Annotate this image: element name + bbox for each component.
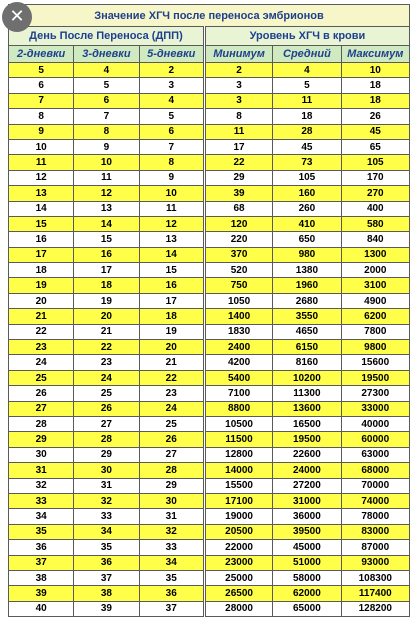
table-cell: 2680: [273, 293, 341, 308]
table-cell: 28: [273, 124, 341, 139]
table-cell: 87000: [341, 540, 409, 555]
table-cell: 1050: [204, 293, 272, 308]
table-cell: 37: [9, 555, 74, 570]
table-cell: 51000: [273, 555, 341, 570]
table-cell: 18: [273, 109, 341, 124]
table-row: [9, 78, 410, 93]
table-cell: 24: [74, 370, 139, 385]
table-cell: 68: [204, 201, 272, 216]
table-cell: 19500: [341, 370, 409, 385]
table-cell: 8: [9, 109, 74, 124]
table-cell: 2: [139, 63, 204, 78]
table-cell: 15600: [341, 355, 409, 370]
table-cell: 70000: [341, 478, 409, 493]
table-cell: 400: [341, 201, 409, 216]
table-cell: 8800: [204, 401, 272, 416]
table-cell: 11: [273, 93, 341, 108]
table-cell: 19: [9, 278, 74, 293]
table-cell: 26: [341, 109, 409, 124]
table-cell: 28: [9, 416, 74, 431]
table-cell: 24000: [273, 463, 341, 478]
table-cell: 16: [139, 278, 204, 293]
table-row: [9, 155, 410, 170]
table-row: [9, 386, 410, 401]
table-cell: 23: [9, 340, 74, 355]
table-cell: 31: [9, 463, 74, 478]
table-row: [9, 293, 410, 308]
table-cell: 1960: [273, 278, 341, 293]
table-cell: 40000: [341, 416, 409, 431]
table-row: [9, 509, 410, 524]
table-cell: 22: [9, 324, 74, 339]
table-row: [9, 416, 410, 431]
table-cell: 13600: [273, 401, 341, 416]
table-cell: 29: [204, 170, 272, 185]
table-cell: 6: [139, 124, 204, 139]
table-cell: 39: [204, 186, 272, 201]
table-cell: 21: [74, 324, 139, 339]
table-cell: 33: [74, 509, 139, 524]
table-cell: 4650: [273, 324, 341, 339]
table-cell: 117400: [341, 586, 409, 601]
table-cell: 5: [9, 63, 74, 78]
hcg-table: [8, 4, 410, 617]
table-cell: 25000: [204, 570, 272, 585]
table-cell: 11300: [273, 386, 341, 401]
table-cell: 580: [341, 216, 409, 231]
table-cell: 160: [273, 186, 341, 201]
table-cell: 3550: [273, 309, 341, 324]
table-cell: 26500: [204, 586, 272, 601]
table-row: [9, 93, 410, 108]
table-cell: 17: [139, 293, 204, 308]
table-row: [9, 232, 410, 247]
table-cell: 6200: [341, 309, 409, 324]
group-header-dpp: День После Переноса (ДПП): [9, 27, 205, 46]
table-cell: 18: [341, 78, 409, 93]
table-cell: 220: [204, 232, 272, 247]
table-cell: 32: [74, 493, 139, 508]
table-row: [9, 139, 410, 154]
table-cell: 29: [139, 478, 204, 493]
table-row: [9, 340, 410, 355]
table-cell: 260: [273, 201, 341, 216]
table-cell: 11: [9, 155, 74, 170]
table-cell: 3: [204, 93, 272, 108]
table-cell: 36: [74, 555, 139, 570]
table-cell: 9: [9, 124, 74, 139]
table-row: [9, 601, 410, 616]
table-row: [9, 186, 410, 201]
table-row: [9, 370, 410, 385]
table-cell: 27300: [341, 386, 409, 401]
table-cell: 16: [9, 232, 74, 247]
column-header: Средний: [273, 46, 341, 63]
table-cell: 28: [74, 432, 139, 447]
column-header: 3-дневки: [74, 46, 139, 63]
table-cell: 16500: [273, 416, 341, 431]
table-cell: 45000: [273, 540, 341, 555]
table-cell: 2400: [204, 340, 272, 355]
table-cell: 5400: [204, 370, 272, 385]
table-cell: 30: [9, 447, 74, 462]
table-cell: 18: [74, 278, 139, 293]
table-cell: 3100: [341, 278, 409, 293]
table-cell: 17: [9, 247, 74, 262]
table-cell: 29: [74, 447, 139, 462]
table-cell: 10: [341, 63, 409, 78]
table-cell: 65: [341, 139, 409, 154]
table-row: [9, 170, 410, 185]
table-cell: 120: [204, 216, 272, 231]
table-cell: 128200: [341, 601, 409, 616]
table-cell: 26: [139, 432, 204, 447]
table-cell: 28: [139, 463, 204, 478]
table-cell: 36: [9, 540, 74, 555]
table-cell: 74000: [341, 493, 409, 508]
table-cell: 22600: [273, 447, 341, 462]
table-row: [9, 540, 410, 555]
table-row: [9, 201, 410, 216]
table-cell: 12: [74, 186, 139, 201]
table-cell: 1830: [204, 324, 272, 339]
table-cell: 14: [9, 201, 74, 216]
table-cell: 7: [9, 93, 74, 108]
table-cell: 33: [9, 493, 74, 508]
table-cell: 270: [341, 186, 409, 201]
table-cell: 22: [74, 340, 139, 355]
table-cell: 5: [74, 78, 139, 93]
table-cell: 62000: [273, 586, 341, 601]
table-cell: 20: [9, 293, 74, 308]
table-cell: 12: [139, 216, 204, 231]
table-cell: 36000: [273, 509, 341, 524]
table-cell: 34: [139, 555, 204, 570]
table-cell: 19500: [273, 432, 341, 447]
table-cell: 4900: [341, 293, 409, 308]
table-cell: 7: [139, 139, 204, 154]
table-cell: 7800: [341, 324, 409, 339]
table-cell: 25: [139, 416, 204, 431]
table-row: [9, 570, 410, 585]
table-cell: 65000: [273, 601, 341, 616]
table-cell: 78000: [341, 509, 409, 524]
table-cell: 8: [74, 124, 139, 139]
table-cell: 6150: [273, 340, 341, 355]
table-cell: 83000: [341, 524, 409, 539]
table-cell: 650: [273, 232, 341, 247]
table-cell: 23: [74, 355, 139, 370]
table-cell: 18: [9, 263, 74, 278]
table-cell: 21: [9, 309, 74, 324]
table-cell: 15: [139, 263, 204, 278]
table-cell: 11500: [204, 432, 272, 447]
table-row: [9, 432, 410, 447]
table-cell: 22: [139, 370, 204, 385]
table-cell: 73: [273, 155, 341, 170]
table-cell: 35: [74, 540, 139, 555]
table-cell: 30: [139, 493, 204, 508]
table-cell: 6: [74, 93, 139, 108]
table-cell: 58000: [273, 570, 341, 585]
table-cell: 33000: [341, 401, 409, 416]
table-cell: 26: [74, 401, 139, 416]
table-cell: 31000: [273, 493, 341, 508]
table-row: [9, 401, 410, 416]
table-cell: 34: [74, 524, 139, 539]
close-icon: ✕: [9, 6, 25, 27]
table-cell: 4: [139, 93, 204, 108]
table-cell: 68000: [341, 463, 409, 478]
column-header: Минимум: [204, 46, 272, 63]
table-cell: 9800: [341, 340, 409, 355]
table-cell: 39: [9, 586, 74, 601]
table-cell: 8160: [273, 355, 341, 370]
table-cell: 7: [74, 109, 139, 124]
table-cell: 37: [74, 570, 139, 585]
table-row: [9, 463, 410, 478]
table-cell: 105: [273, 170, 341, 185]
table-cell: 38: [74, 586, 139, 601]
table-cell: 27: [139, 447, 204, 462]
table-cell: 45: [341, 124, 409, 139]
table-cell: 15: [74, 232, 139, 247]
table-cell: 2: [204, 63, 272, 78]
table-cell: 2000: [341, 263, 409, 278]
table-cell: 40: [9, 601, 74, 616]
table-cell: 36: [139, 586, 204, 601]
table-cell: 10: [74, 155, 139, 170]
table-cell: 20: [74, 309, 139, 324]
table-row: [9, 555, 410, 570]
table-cell: 7100: [204, 386, 272, 401]
table-cell: 60000: [341, 432, 409, 447]
table-cell: 22: [204, 155, 272, 170]
table-row: [9, 355, 410, 370]
table-cell: 12: [9, 170, 74, 185]
table-cell: 1380: [273, 263, 341, 278]
table-cell: 14000: [204, 463, 272, 478]
table-cell: 27: [9, 401, 74, 416]
table-row: [9, 324, 410, 339]
table-cell: 34: [9, 509, 74, 524]
table-cell: 9: [139, 170, 204, 185]
table-cell: 27: [74, 416, 139, 431]
table-cell: 93000: [341, 555, 409, 570]
table-cell: 39: [74, 601, 139, 616]
table-cell: 37: [139, 601, 204, 616]
table-cell: 29: [9, 432, 74, 447]
table-cell: 15: [9, 216, 74, 231]
table-row: [9, 478, 410, 493]
table-cell: 25: [9, 370, 74, 385]
table-cell: 63000: [341, 447, 409, 462]
table-cell: 108300: [341, 570, 409, 585]
table-cell: 17100: [204, 493, 272, 508]
table-cell: 17: [74, 263, 139, 278]
table-cell: 18: [341, 93, 409, 108]
table-cell: 10200: [273, 370, 341, 385]
table-cell: 840: [341, 232, 409, 247]
table-cell: 980: [273, 247, 341, 262]
table-row: [9, 263, 410, 278]
table-cell: 410: [273, 216, 341, 231]
table-cell: 10: [139, 186, 204, 201]
table-cell: 13: [9, 186, 74, 201]
table-cell: 4: [74, 63, 139, 78]
table-cell: 33: [139, 540, 204, 555]
table-cell: 1400: [204, 309, 272, 324]
table-cell: 19000: [204, 509, 272, 524]
table-cell: 24: [139, 401, 204, 416]
table-cell: 22000: [204, 540, 272, 555]
table-cell: 19: [74, 293, 139, 308]
group-header-hcg-level: Уровень ХГЧ в крови: [204, 27, 409, 46]
table-cell: 170: [341, 170, 409, 185]
table-cell: 30: [74, 463, 139, 478]
table-cell: 35: [139, 570, 204, 585]
table-cell: 20: [139, 340, 204, 355]
table-cell: 11: [204, 124, 272, 139]
table-row: [9, 109, 410, 124]
table-cell: 26: [9, 386, 74, 401]
table-cell: 520: [204, 263, 272, 278]
table-row: [9, 309, 410, 324]
table-cell: 21: [139, 355, 204, 370]
hcg-table-sheet: [8, 4, 410, 617]
table-cell: 750: [204, 278, 272, 293]
table-cell: 8: [139, 155, 204, 170]
table-cell: 27200: [273, 478, 341, 493]
table-cell: 15500: [204, 478, 272, 493]
table-cell: 5: [273, 78, 341, 93]
table-cell: 5: [139, 109, 204, 124]
table-row: [9, 216, 410, 231]
table-cell: 105: [341, 155, 409, 170]
table-cell: 14: [74, 216, 139, 231]
table-cell: 31: [74, 478, 139, 493]
table-row: [9, 586, 410, 601]
table-cell: 31: [139, 509, 204, 524]
table-cell: 20500: [204, 524, 272, 539]
table-cell: 38: [9, 570, 74, 585]
table-cell: 28000: [204, 601, 272, 616]
table-cell: 13: [74, 201, 139, 216]
table-cell: 19: [139, 324, 204, 339]
table-cell: 35: [9, 524, 74, 539]
table-cell: 32: [139, 524, 204, 539]
table-cell: 45: [273, 139, 341, 154]
table-cell: 1300: [341, 247, 409, 262]
table-cell: 16: [74, 247, 139, 262]
table-row: [9, 278, 410, 293]
table-cell: 17: [204, 139, 272, 154]
table-cell: 24: [9, 355, 74, 370]
table-cell: 23000: [204, 555, 272, 570]
table-cell: 370: [204, 247, 272, 262]
table-cell: 12800: [204, 447, 272, 462]
table-cell: 3: [204, 78, 272, 93]
table-row: [9, 63, 410, 78]
table-row: [9, 447, 410, 462]
table-row: [9, 124, 410, 139]
table-cell: 3: [139, 78, 204, 93]
table-cell: 8: [204, 109, 272, 124]
table-cell: 11: [139, 201, 204, 216]
table-cell: 6: [9, 78, 74, 93]
table-cell: 4200: [204, 355, 272, 370]
column-header: 5-дневки: [139, 46, 204, 63]
column-header: Максимум: [341, 46, 409, 63]
table-body: [9, 63, 410, 617]
table-cell: 13: [139, 232, 204, 247]
table-row: [9, 493, 410, 508]
close-button[interactable]: [2, 2, 32, 32]
table-cell: 10500: [204, 416, 272, 431]
table-cell: 9: [74, 139, 139, 154]
table-cell: 25: [74, 386, 139, 401]
table-row: [9, 524, 410, 539]
table-cell: 14: [139, 247, 204, 262]
table-row: [9, 247, 410, 262]
table-cell: 18: [139, 309, 204, 324]
table-cell: 39500: [273, 524, 341, 539]
table-cell: 11: [74, 170, 139, 185]
table-cell: 23: [139, 386, 204, 401]
table-cell: 4: [273, 63, 341, 78]
table-title: Значение ХГЧ после переноса эмбрионов: [9, 5, 410, 27]
table-cell: 10: [9, 139, 74, 154]
table-cell: 32: [9, 478, 74, 493]
column-header: 2-дневки: [9, 46, 74, 63]
